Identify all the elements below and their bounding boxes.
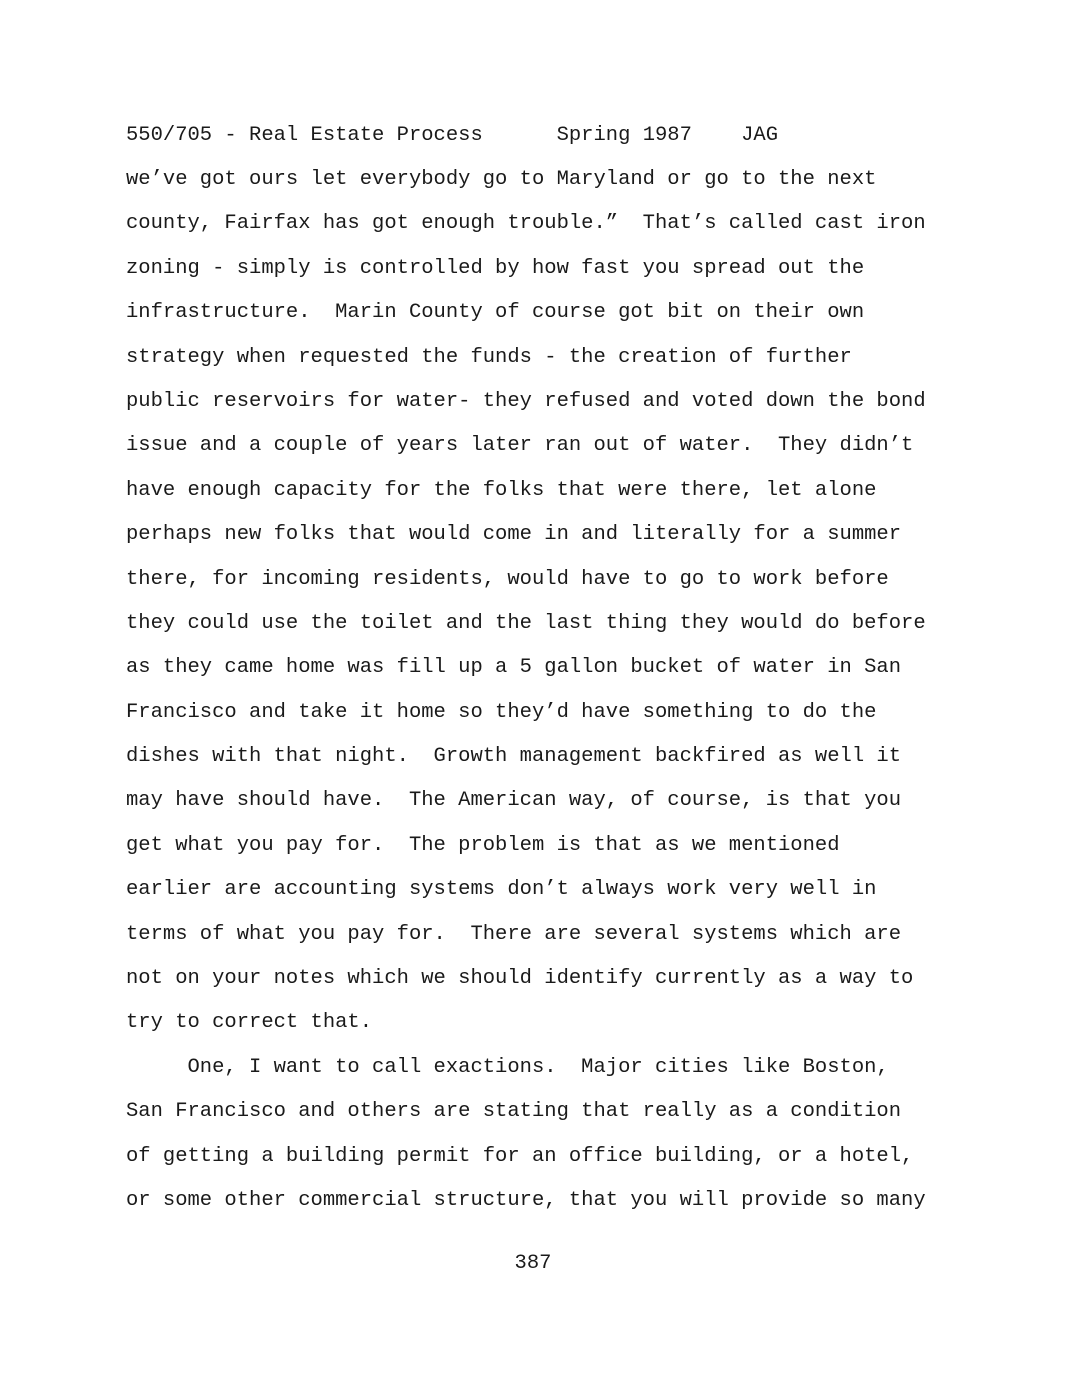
text-line: zoning - simply is controlled by how fast you spread out the [126,256,865,280]
text-line: earlier are accounting systems don’t always work very well in [126,878,877,902]
text-line: not on your notes which we should identify currently as a way to [126,967,914,991]
page-number: 387 [514,1252,552,1275]
text-line: perhaps new folks that would come in and literally for a summer [126,523,902,547]
text-line: strategy when requested the funds - the creation of further [126,345,852,369]
text-line: of getting a building permit for an office building, or a hotel, [126,1144,914,1168]
header-initials: JAG [741,124,779,147]
body-text [126,166,956,1231]
text-line: infrastructure. Marin County of course got bit on their own [126,301,865,325]
text-line: or some other commercial structure, that you will provide so many [126,1188,926,1212]
text-line: we’ve got ours let everybody go to Maryland or go to the next [126,168,877,191]
text-line: issue and a couple of years later ran out of water. They didn’t [126,434,914,458]
header-term: Spring 1987 [556,124,692,147]
text-line: they could use the toilet and the last thing they would do before [126,611,926,635]
header-course: 550/705 - Real Estate Process [126,124,483,147]
running-header [126,122,778,150]
text-line: public reservoirs for water- they refused and voted down the bond [126,389,926,413]
text-line: dishes with that night. Growth management backfired as well it [126,745,902,769]
text-line: may have should have. The American way, of course, is that you [126,789,902,813]
text-line: One, I want to call exactions. Major cities like Boston, [126,1055,889,1079]
text-line: have enough capacity for the folks that were there, let alone [126,478,877,502]
text-line: county, Fairfax has got enough trouble.” That’s called cast iron [126,212,926,236]
text-line: as they came home was fill up a 5 gallon bucket of water in San [126,656,902,680]
text-line: Francisco and take it home so they’d have something to do the [126,700,877,724]
text-line: there, for incoming residents, would have to go to work before [126,567,889,591]
text-line: try to correct that. [126,1011,373,1035]
text-line: get what you pay for. The problem is that as we mentioned [126,833,840,857]
text-line: terms of what you pay for. There are several systems which are [126,922,902,946]
text-line: San Francisco and others are stating that really as a condition [126,1100,902,1124]
